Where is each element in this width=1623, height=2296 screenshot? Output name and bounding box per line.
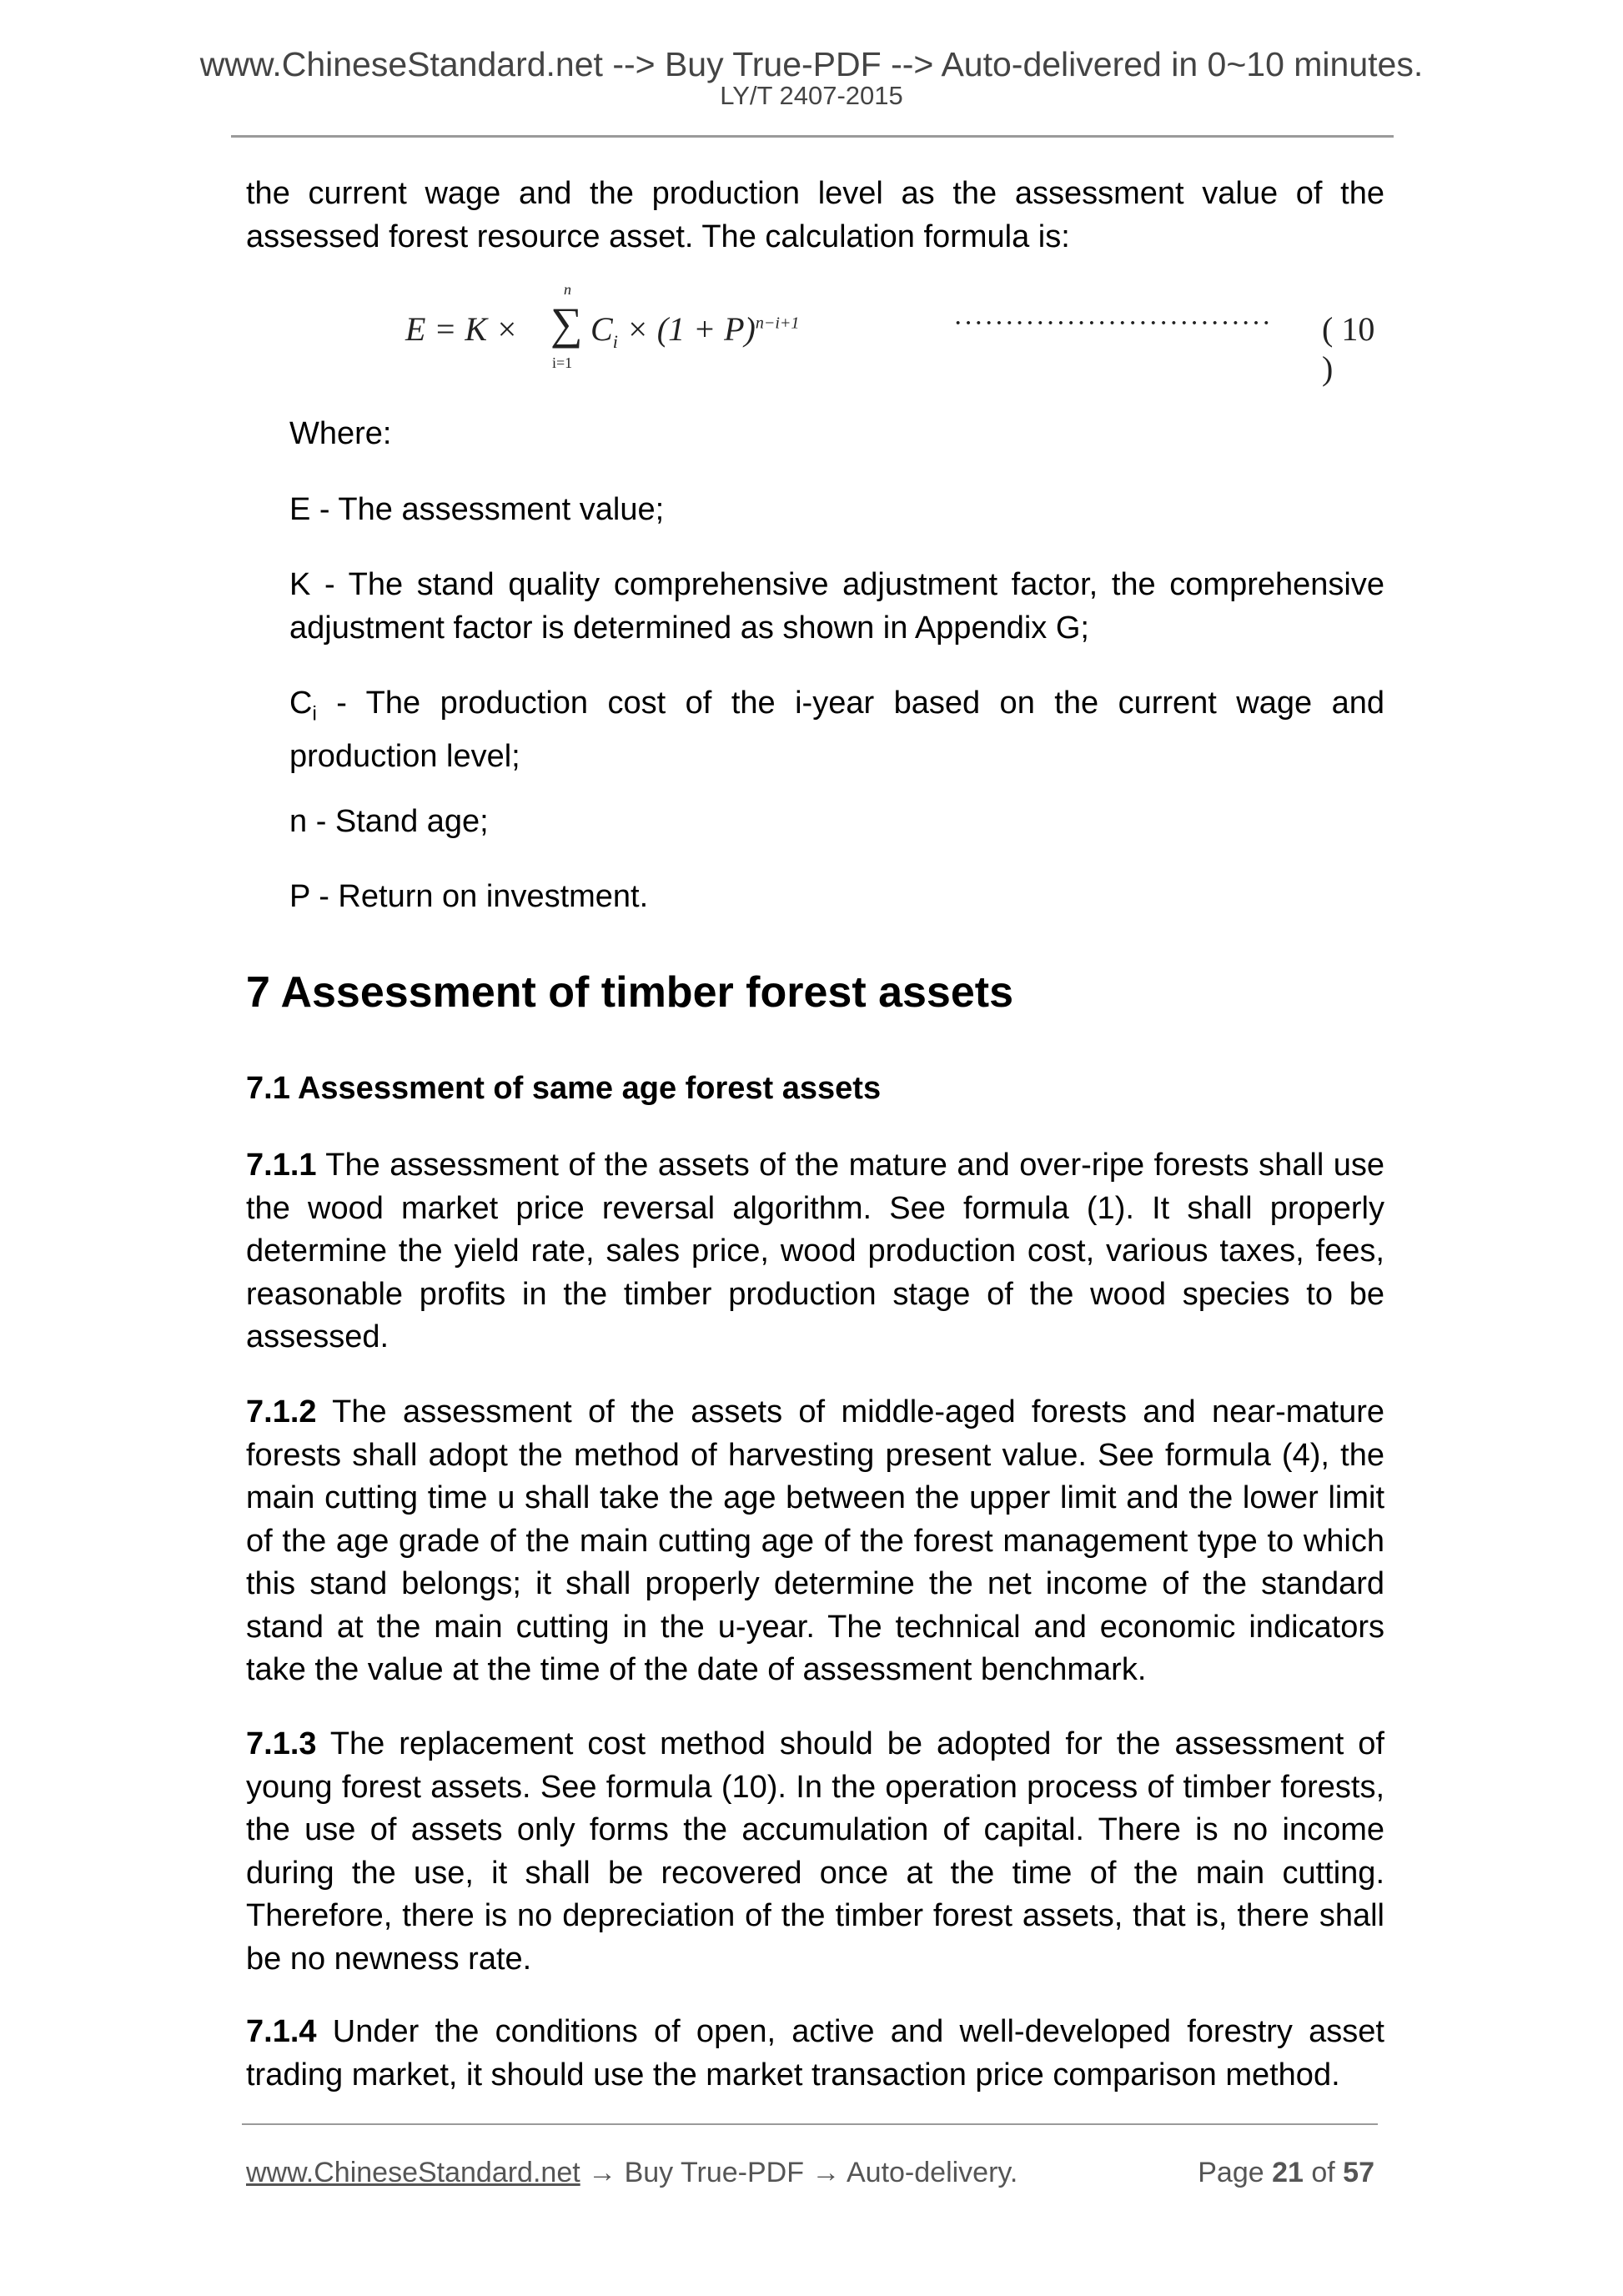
formula-10 <box>400 281 1384 387</box>
standard-code: LY/T 2407-2015 <box>720 81 903 110</box>
clause-7-1-4 <box>246 2011 1384 2097</box>
page-current: 21 <box>1272 2157 1304 2188</box>
where-item-ci-symbol: C <box>289 686 313 721</box>
formula-term: C <box>590 310 613 348</box>
clause-text: The replacement cost method should be adopted for the assessment of young forest assets. See formula (10). In the operation process of timber forests, the use of assets only forms the accumulation of capital. There is no income during the use, it shall be recovered once at the time of the main cutting. Therefore, there is no depreciation of the timber forest assets, that is, there shall be no newness rate. <box>246 1726 1384 1977</box>
where-item-ci-subscript: i <box>312 702 317 726</box>
where-item-ci-text: - The production cost of the i-year based on the current wage and production level; <box>289 686 1384 775</box>
formula-term-sub: i <box>612 331 618 352</box>
where-item-p: P - Return on investment. <box>289 879 649 914</box>
arrow-right-icon: → <box>588 2157 617 2188</box>
formula-exponent: n−i+1 <box>755 314 800 333</box>
clause-7-1-1 <box>246 1144 1384 1359</box>
where-item-k: K - The stand quality comprehensive adjustment factor, the comprehensive adjustment factor is determined as shown in Appendix G; <box>289 567 1384 646</box>
footer-site-link[interactable]: www.ChineseStandard.net <box>246 2157 580 2188</box>
clause-number: 7.1.3 <box>246 1726 317 1761</box>
footer-delivery-text: Auto-delivery. <box>840 2157 1018 2188</box>
where-item-ci <box>289 682 1384 779</box>
where-label: Where: <box>289 416 392 451</box>
header-divider <box>231 135 1394 138</box>
page-indicator <box>1198 2156 1374 2189</box>
clause-7-1-2 <box>246 1391 1384 1692</box>
clause-number: 7.1.4 <box>246 2014 317 2049</box>
equation-number: ( 10 ) <box>1322 310 1375 387</box>
clause-text: The assessment of the assets of the mature and over-ripe forests shall use the wood market price reversal algorithm. See formula (1). It shall properly determine the yield rate, sales price, wood production cost, various taxes, fees, reasonable profits in the timber production stage of the wood species to be assessed. <box>246 1148 1384 1354</box>
page-of: of <box>1303 2157 1344 2188</box>
footer-divider <box>242 2123 1378 2125</box>
page-label: Page <box>1198 2157 1273 2188</box>
where-item-n: n - Stand age; <box>289 804 489 839</box>
formula-lhs: E = K × <box>405 310 519 348</box>
section-heading-7: 7 Assessment of timber forest assets <box>246 968 1014 1017</box>
footer-left <box>246 2156 1018 2189</box>
summation-icon: ∑ <box>550 299 583 349</box>
footer-buy-text: Buy True-PDF <box>616 2157 812 2188</box>
clause-7-1-3 <box>246 1723 1384 1981</box>
clause-number: 7.1.2 <box>246 1394 317 1429</box>
formula-rhs <box>590 309 799 353</box>
sum-upper-limit: n <box>564 281 571 298</box>
sum-lower-limit: i=1 <box>552 354 573 371</box>
where-item-e: E - The assessment value; <box>289 492 665 527</box>
clause-text: The assessment of the assets of middle-aged forests and near-mature forests shall adopt the method of harvesting present value. See formula (4), the main cutting time u shall take the age between the upper limit and the lower limit of the age grade of the main cutting age of the forest management type to which this stand belongs; it shall properly determine the net income of the standard stand at the main cutting in the u-year. The technical and economic indicators take the value at the time of the date of assessment benchmark. <box>246 1394 1384 1687</box>
dot-leader: ······························· <box>953 308 1272 339</box>
clause-text: Under the conditions of open, active and well-developed forestry asset trading market, it should use the market transaction price comparison method. <box>246 2014 1384 2093</box>
page-total: 57 <box>1343 2157 1374 2188</box>
arrow-right-icon: → <box>812 2157 841 2188</box>
intro-paragraph: the current wage and the production level as the assessment value of the assessed forest resource asset. The calculation formula is: <box>246 176 1384 254</box>
header-banner: www.ChineseStandard.net --> Buy True-PDF --> Auto-delivered in 0~10 minutes. <box>199 45 1424 83</box>
clause-number: 7.1.1 <box>246 1148 317 1183</box>
formula-rest: × (1 + P) <box>617 310 756 348</box>
subsection-heading-7-1: 7.1 Assessment of same age forest assets <box>246 1071 882 1106</box>
